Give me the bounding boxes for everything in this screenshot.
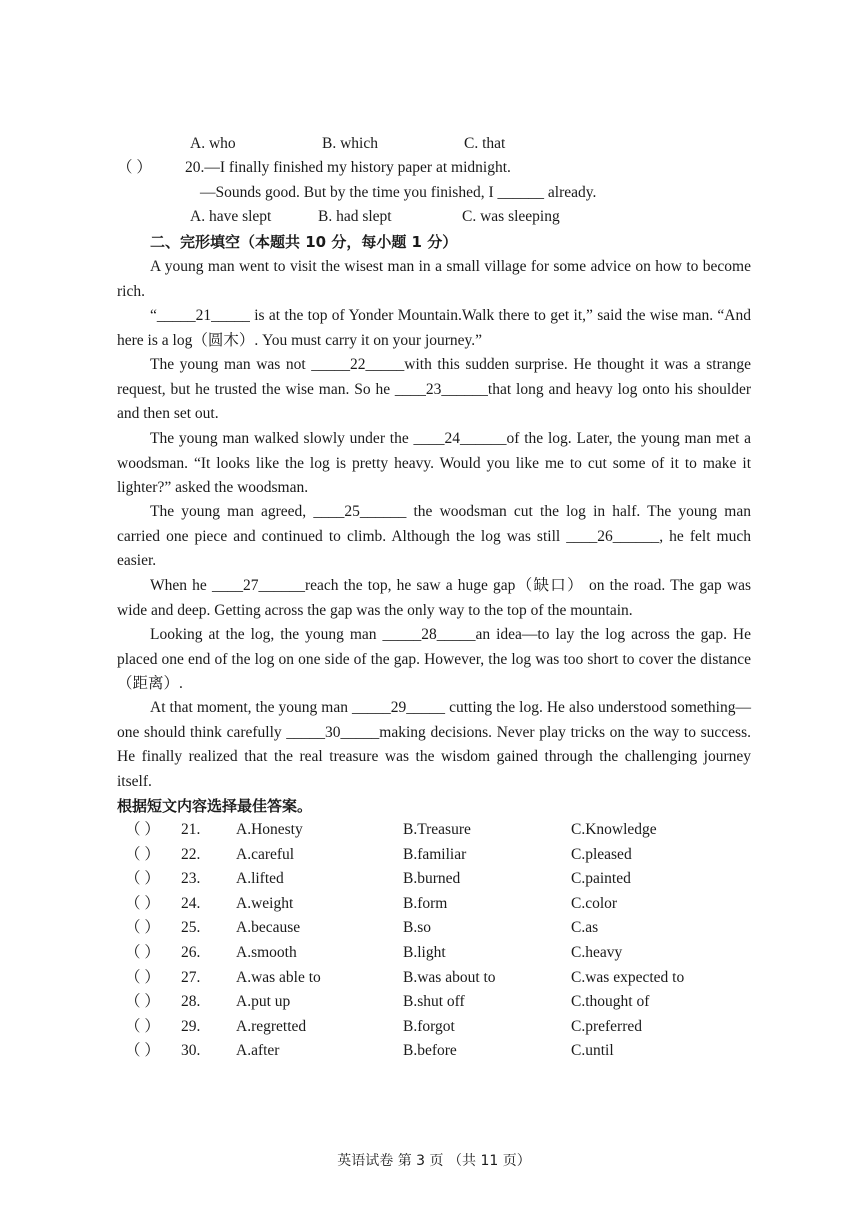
option-b: B.light [403, 944, 446, 961]
option-a: A.after [236, 1042, 280, 1059]
answer-bracket: （ ） [125, 919, 160, 936]
option-a: A.regretted [236, 1018, 307, 1035]
passage-paragraph-4: The young man walked slowly under the ____24______of the log. Later, the young man met a woodsman. “It looks like the log is pretty heavy. Would you like me to cut some of it to make it lighter?” asked the woodsman. [117, 430, 751, 497]
page-footer: 英语试卷 第 3 页 （共 11 页） [337, 1153, 531, 1169]
question-row-21 [117, 819, 757, 841]
answer-bracket: （ ） [125, 821, 160, 838]
passage-paragraph-3: The young man was not _____22_____with this sudden surprise. He thought it was a strange request, but he trusted the wise man. So he ____23______that long and heavy log onto his shoulder and then set out. [117, 356, 751, 423]
answer-bracket: （ ） [125, 1018, 160, 1035]
option-c: C.as [571, 919, 599, 936]
q19-option-b: B. which [322, 135, 378, 152]
question-number: 25. [181, 919, 201, 936]
q20-bracket: （ ） [117, 159, 152, 176]
question-number: 28. [181, 993, 201, 1010]
option-b: B.so [403, 919, 431, 936]
answer-bracket: （ ） [125, 944, 160, 961]
passage-paragraph-8: At that moment, the young man _____29_____ cutting the log. He also understood something—one should think carefully _____30_____making decisions. Never play tricks on the way to success. He finally realized that the real treasure was the wisdom gained through the challenging journey itself. [117, 699, 751, 790]
option-c: C.painted [571, 870, 631, 887]
q20-option-b: B. had slept [318, 208, 392, 225]
question-row-23 [117, 868, 757, 890]
answer-bracket: （ ） [125, 993, 160, 1010]
option-b: B.was about to [403, 969, 496, 986]
question-number: 23. [181, 870, 201, 887]
question-number: 30. [181, 1042, 201, 1059]
question-row-24 [117, 893, 757, 915]
q19-option-c: C. that [464, 135, 506, 152]
option-c: C.color [571, 895, 618, 912]
answer-bracket: （ ） [125, 969, 160, 986]
passage-paragraph-6: When he ____27______reach the top, he saw a huge gap（缺口） on the road. The gap was wide and deep. Getting across the gap was the only way to the top of the mountain. [117, 577, 751, 619]
answer-bracket: （ ） [125, 870, 160, 887]
option-b: B.shut off [403, 993, 465, 1010]
question-row-26 [117, 942, 757, 964]
choose-heading: 根据短文内容选择最佳答案。 [117, 797, 313, 815]
q20-line2: —Sounds good. But by the time you finished, I ______ already. [200, 184, 597, 201]
question-number: 29. [181, 1018, 201, 1035]
option-a: A.careful [236, 846, 295, 863]
question-row-30 [117, 1040, 757, 1062]
question-number: 24. [181, 895, 201, 912]
option-a: A.lifted [236, 870, 284, 887]
section2-heading: 二、完形填空（本题共 10 分，每小题 1 分） [150, 233, 458, 251]
passage-paragraph-1: A young man went to visit the wisest man in a small village for some advice on how to become rich. [117, 258, 751, 300]
question-number: 27. [181, 969, 201, 986]
question-row-22 [117, 844, 757, 866]
passage-paragraph-2: “_____21_____ is at the top of Yonder Mountain.Walk there to get it,” said the wise man. “And here is a log（圆木）. You must carry it on your journey.” [117, 307, 751, 349]
option-c: C.thought of [571, 993, 650, 1010]
question-row-27 [117, 967, 757, 989]
option-a: A.put up [236, 993, 291, 1010]
option-a: A.smooth [236, 944, 297, 961]
option-a: A.because [236, 919, 301, 936]
option-c: C.was expected to [571, 969, 685, 986]
question-number: 26. [181, 944, 201, 961]
option-c: C.until [571, 1042, 614, 1059]
q20-option-c: C. was sleeping [462, 208, 560, 225]
question-row-29 [117, 1016, 757, 1038]
q20-option-a: A. have slept [190, 208, 272, 225]
option-c: C.Knowledge [571, 821, 657, 838]
option-b: B.forgot [403, 1018, 455, 1035]
option-b: B.form [403, 895, 448, 912]
question-number: 22. [181, 846, 201, 863]
passage-paragraph-7: Looking at the log, the young man _____28_____an idea—to lay the log across the gap. He placed one end of the log on one side of the gap. However, the log was too short to cover the distance（距离）. [117, 626, 751, 693]
passage-paragraph-5: The young man agreed, ____25______ the woodsman cut the log in half. The young man carried one piece and continued to climb. Although the log was still ____26______, he felt much easier. [117, 503, 751, 570]
option-b: B.before [403, 1042, 457, 1059]
option-c: C.pleased [571, 846, 632, 863]
q20-line1: 20.—I finally finished my history paper at midnight. [185, 159, 511, 176]
option-a: A.was able to [236, 969, 321, 986]
q19-option-a: A. who [190, 135, 236, 152]
option-a: A.Honesty [236, 821, 303, 838]
option-a: A.weight [236, 895, 294, 912]
question-number: 21. [181, 821, 201, 838]
option-c: C.heavy [571, 944, 623, 961]
option-c: C.preferred [571, 1018, 642, 1035]
option-b: B.Treasure [403, 821, 471, 838]
answer-bracket: （ ） [125, 1042, 160, 1059]
question-row-25 [117, 917, 757, 939]
answer-bracket: （ ） [125, 895, 160, 912]
option-b: B.familiar [403, 846, 467, 863]
option-b: B.burned [403, 870, 461, 887]
answer-bracket: （ ） [125, 846, 160, 863]
question-row-28 [117, 991, 757, 1013]
